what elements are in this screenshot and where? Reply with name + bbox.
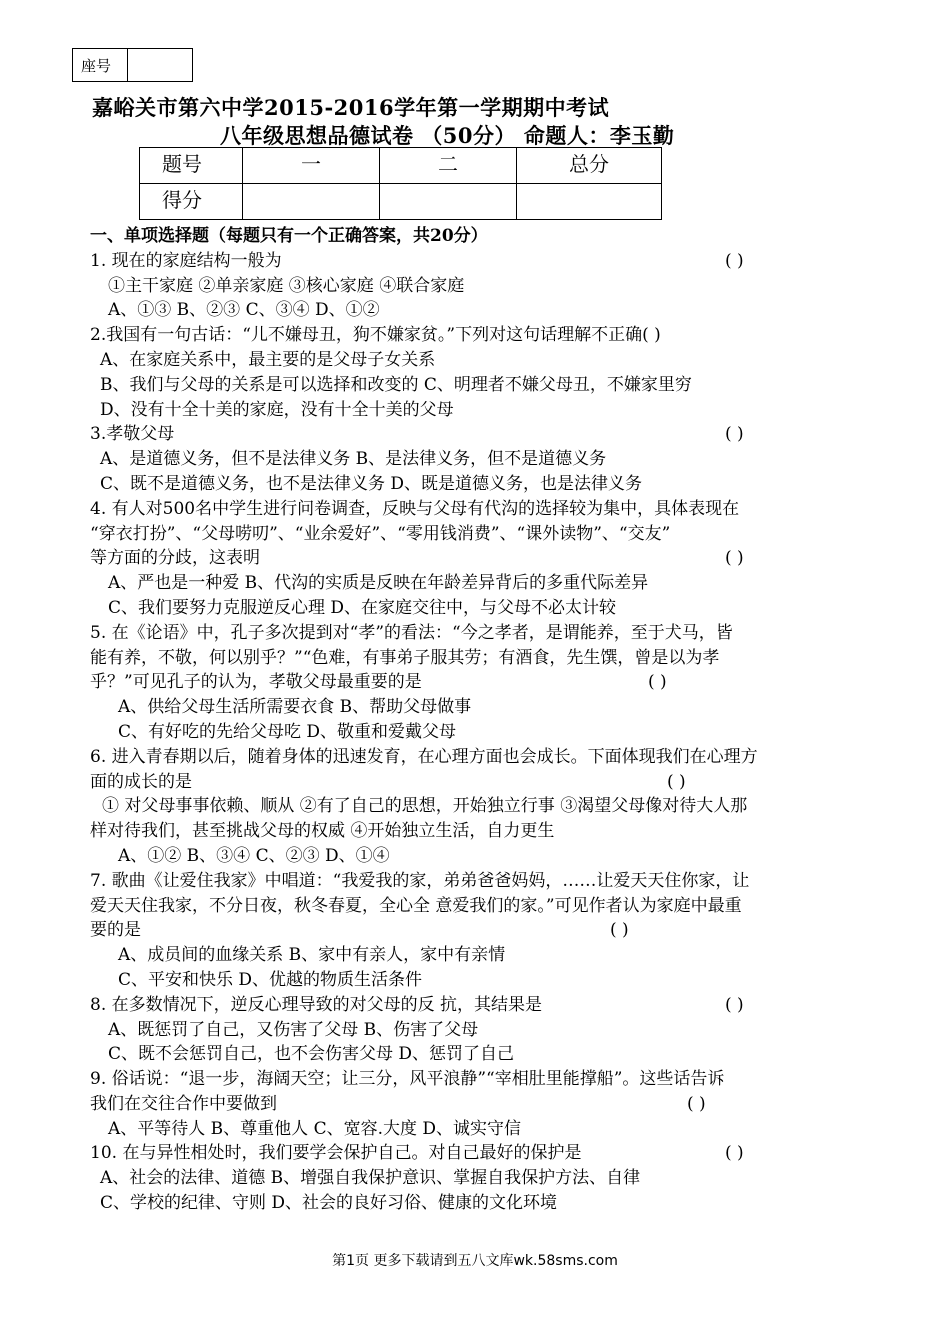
- score-table-score-row: [140, 184, 662, 220]
- line-text: A、成员间的血缘关系 B、家中有亲人，家中有亲情: [118, 945, 506, 966]
- line-text: 1. 现在的家庭结构一般为: [90, 250, 282, 271]
- line-text: “穿衣打扮”、“父母唠叨”、“业余爱好”、“零用钱消费”、“课外读物”、“交友”: [90, 523, 671, 544]
- question-line: [90, 1191, 870, 1216]
- line-text: 5. 在《论语》中，孔子多次提到对“孝”的看法：“今之孝者，是谓能养，至于犬马，皆: [90, 622, 733, 643]
- line-text: A、①② B、③④ C、②③ D、①④: [118, 845, 390, 866]
- line-text: C、既不会惩罚自己，也不会伤害父母 D、惩罚了自己: [108, 1044, 515, 1065]
- line-text: 我们在交往合作中要做到: [90, 1093, 277, 1114]
- score-cell: [380, 184, 517, 220]
- question-line: [90, 695, 870, 720]
- line-text: 7. 歌曲《让爱住我家》中唱道：“我爱我的家，弟弟爸爸妈妈，……让爱天天住你家，让: [90, 870, 750, 891]
- question-line: [90, 596, 870, 621]
- line-text: 6. 进入青春期以后，随着身体的迅速发育，在心理方面也会成长。下面体现我们在心理方: [90, 746, 758, 767]
- answer-blank: ( ): [648, 672, 667, 693]
- line-text: A、社会的法律、道德 B、增强自我保护意识、掌握自我保护方法、自律: [100, 1168, 641, 1189]
- line-text: 等方面的分歧，这表明: [90, 548, 260, 569]
- question-line: [90, 844, 870, 869]
- question-line: [90, 1117, 870, 1142]
- question-line: [90, 1067, 870, 1092]
- question-line: [90, 398, 870, 423]
- line-text: A、在家庭关系中，最主要的是父母子女关系: [100, 349, 436, 370]
- question-line: [90, 869, 870, 894]
- question-line: [90, 323, 870, 348]
- question-line: [90, 447, 870, 472]
- question-line: [90, 422, 870, 447]
- question-line: [90, 249, 870, 274]
- line-text: 10. 在与异性相处时，我们要学会保护自己。对自己最好的保护是: [90, 1143, 582, 1164]
- answer-blank: ( ): [725, 1143, 744, 1164]
- line-text: C、平安和快乐 D、优越的物质生活条件: [118, 969, 423, 990]
- score-cell: 一: [243, 148, 380, 184]
- line-text: ① 对父母事事依赖、顺从 ②有了自己的思想，开始独立行事 ③渴望父母像对待大人那: [102, 796, 748, 817]
- page-footer: 第1页 更多下载请到五八文库wk.58sms.com: [332, 1253, 618, 1269]
- answer-blank: ( ): [725, 548, 744, 569]
- score-table-header-row: [140, 148, 662, 184]
- score-cell: 二: [380, 148, 517, 184]
- line-text: 要的是: [90, 920, 141, 941]
- question-line: [90, 1018, 870, 1043]
- seat-value-box: [128, 49, 193, 82]
- score-cell: 题号: [140, 148, 243, 184]
- line-text: C、学校的纪律、守则 D、社会的良好习俗、健康的文化环境: [100, 1193, 558, 1214]
- line-text: B、我们与父母的关系是可以选择和改变的 C、明理者不嫌父母丑，不嫌家里穷: [100, 374, 692, 395]
- question-line: [90, 720, 870, 745]
- line-text: A、①③ B、②③ C、③④ D、①②: [108, 300, 380, 321]
- score-cell: 得分: [140, 184, 243, 220]
- score-cell: [243, 184, 380, 220]
- question-line: [90, 670, 870, 695]
- line-text: 爱天天住我家，不分日夜，秋冬春夏，全心全 意爱我们的家。”可见作者认为家庭中最重: [90, 895, 742, 916]
- line-text: 3.孝敬父母: [90, 424, 175, 445]
- question-line: [90, 745, 870, 770]
- seat-number-box: [72, 48, 193, 82]
- question-line: [90, 646, 870, 671]
- section-heading: [90, 224, 870, 249]
- line-text: A、供给父母生活所需要衣食 B、帮助父母做事: [118, 697, 472, 718]
- score-table: [139, 147, 662, 220]
- line-text: ①主干家庭 ②单亲家庭 ③核心家庭 ④联合家庭: [108, 275, 465, 296]
- question-line: [90, 373, 870, 398]
- question-line: [90, 497, 870, 522]
- seat-label: 座号: [73, 49, 128, 82]
- question-line: [90, 1042, 870, 1067]
- exam-subtitle: 八年级思想品德试卷 （50分） 命题人：李玉勤: [220, 123, 675, 148]
- line-text: D、没有十全十美的家庭，没有十全十美的父母: [100, 399, 454, 420]
- answer-blank: ( ): [725, 250, 744, 271]
- line-text: A、既惩罚了自己，又伤害了父母 B、伤害了父母: [108, 1019, 479, 1040]
- question-line: [90, 274, 870, 299]
- line-text: 一、单项选择题（每题只有一个正确答案，共20分）: [90, 226, 488, 246]
- answer-blank: ( ): [687, 1093, 706, 1114]
- line-text: 2.我国有一句古话：“儿不嫌母丑，狗不嫌家贫。”下列对这句话理解不正确( ): [90, 325, 661, 346]
- score-cell: [517, 184, 662, 220]
- line-text: A、平等待人 B、尊重他人 C、宽容.大度 D、诚实守信: [108, 1118, 522, 1139]
- question-line: [90, 546, 870, 571]
- line-text: A、是道德义务，但不是法律义务 B、是法律义务，但不是道德义务: [100, 449, 607, 470]
- question-line: [90, 571, 870, 596]
- line-text: 样对待我们，甚至挑战父母的权威 ④开始独立生活，自力更生: [90, 821, 555, 842]
- question-line: [90, 348, 870, 373]
- question-section: [90, 224, 870, 1216]
- answer-blank: ( ): [725, 994, 744, 1015]
- question-line: [90, 794, 870, 819]
- question-line: [90, 993, 870, 1018]
- question-line: [90, 472, 870, 497]
- question-line: [90, 943, 870, 968]
- question-line: [90, 770, 870, 795]
- answer-blank: ( ): [610, 920, 629, 941]
- line-text: A、严也是一种爱 B、代沟的实质是反映在年龄差异背后的多重代际差异: [108, 573, 649, 594]
- question-line: [90, 1092, 870, 1117]
- answer-blank: ( ): [667, 771, 686, 792]
- exam-title: 嘉峪关市第六中学2015-2016学年第一学期期中考试: [92, 95, 610, 120]
- line-text: C、我们要努力克服逆反心理 D、在家庭交往中，与父母不必太计较: [108, 597, 617, 618]
- line-text: C、有好吃的先给父母吃 D、敬重和爱戴父母: [118, 721, 457, 742]
- line-text: 4. 有人对500名中学生进行问卷调查，反映与父母有代沟的选择较为集中，具体表现在: [90, 498, 740, 519]
- question-line: [90, 522, 870, 547]
- score-cell: 总分: [517, 148, 662, 184]
- question-line: [90, 298, 870, 323]
- question-line: [90, 819, 870, 844]
- question-line: [90, 918, 870, 943]
- line-text: 面的成长的是: [90, 771, 192, 792]
- question-line: [90, 968, 870, 993]
- answer-blank: ( ): [725, 424, 744, 445]
- line-text: 9. 俗话说：“退一步，海阔天空；让三分，风平浪静”“宰相肚里能撑船”。这些话告诉: [90, 1069, 725, 1090]
- question-line: [90, 894, 870, 919]
- line-text: 乎？”可见孔子的认为，孝敬父母最重要的是: [90, 672, 422, 693]
- question-line: [90, 1166, 870, 1191]
- line-text: 8. 在多数情况下，逆反心理导致的对父母的反 抗，其结果是: [90, 994, 543, 1015]
- question-line: [90, 621, 870, 646]
- line-text: C、既不是道德义务，也不是法律义务 D、既是道德义务，也是法律义务: [100, 473, 643, 494]
- line-text: 能有养，不敬，何以别乎？”“色难，有事弟子服其劳；有酒食，先生馔，曾是以为孝: [90, 647, 720, 668]
- question-line: [90, 1141, 870, 1166]
